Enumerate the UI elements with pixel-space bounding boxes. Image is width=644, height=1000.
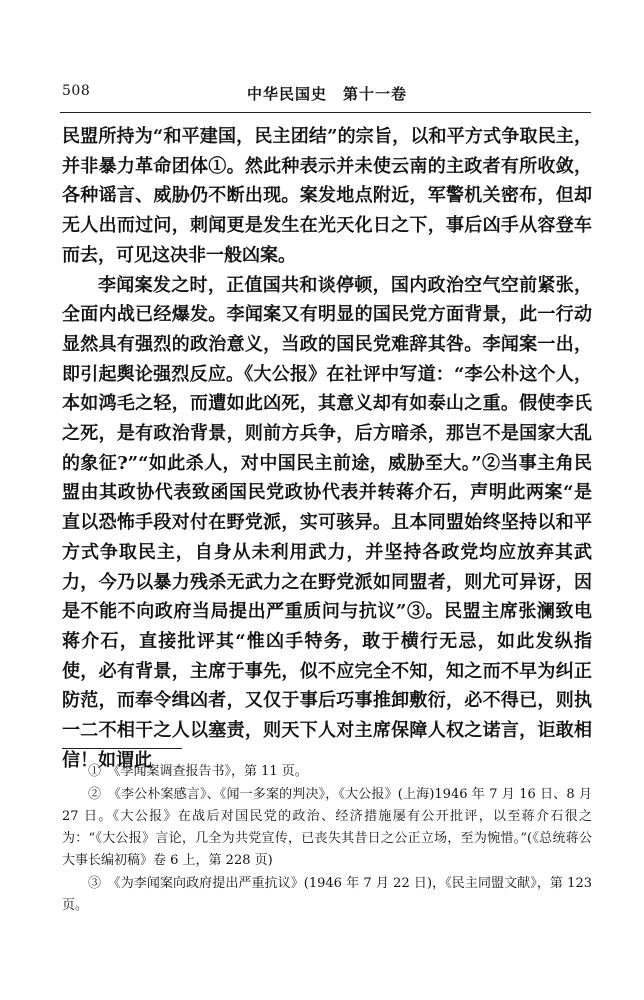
page-header [62, 83, 592, 105]
footnote: ② 《李公朴案感言》、《闻一多案的判决》，《大公报》(上海)1946 年 7 月 16 日、8 月 27 日。《大公报》在战后对国民党的政治、经济措施屡有公开批评，以至蒋介石很之为：“《大公报》言论，几全为共党宣传，已丧失其昔日之公正立场，至为惋惜。”(《总统蒋公大事长编初稿》卷 6 上，第 228 页) [62, 787, 592, 868]
body-paragraph: 李闻案发之时，正值国共和谈停顿，国内政治空气空前紧张，全面内战已经爆发。李闻案又有明显的国民党方面背景，此一行动显然具有强烈的政治意义，当政的国民党难辞其咎。李闻案一出，即引起舆论强烈反应。《大公报》在社评中写道：“李公朴这个人，本如鸿毛之轻，而遭如此凶死，其意义却有如泰山之重。假使李氏之死，是有政治背景，则前方兵争，后方暗杀，那岂不是国家大乱的象征?”“如此杀人，对中国民主前途，威胁至大。”②当事主角民盟由其政协代表致函国民党政协代表并转蒋介石，声明此两案“是直以恐怖手段对付在野党派，实可骇异。且本同盟始终坚持以和平方式争取民主，自身从未利用武力，并坚持各政党均应放弃其武力，今乃以暴力残杀无武力之在野党派如同盟者，则尤可异讶，因是不能不向政府当局提出严重质问与抗议”③。民盟主席张澜致电蒋介石，直接批评其“惟凶手特务，敢于横行无忌，如此发纵指使，必有背景，主席于事先，似不应完全不知，知之而不早为纠正防范，而奉令缉凶者，又仅于事后巧事推卸敷衍，必不得已，则执一二不相干之人以塞责，则天下人对主席保障人权之诺言，讵敢相信！如谓此 [62, 274, 592, 771]
header-rule [60, 112, 591, 113]
footnote: ③ 《为李闻案向政府提出严重抗议》(1946 年 7 月 22 日)，《民主同盟文献》，第 123 页。 [62, 876, 592, 913]
page-number: 508 [62, 83, 91, 99]
running-title: 中华民国史 第十一卷 [246, 85, 407, 103]
footnote-separator [62, 748, 182, 749]
footnotes [62, 761, 592, 918]
body-paragraph: 民盟所持为“和平建国，民主团结”的宗旨，以和平方式争取民主，并非暴力革命团体①。然此种表示并未使云南的主政者有所收敛，各种谣言、威胁仍不断出现。案发地点附近，军警机关密布，但却无人出而过问，刺闻更是发生在光天化日之下，事后凶手从容登车而去，可见这决非一般凶案。 [62, 126, 592, 266]
main-text [62, 122, 592, 775]
footnote: ① 《李闻案调查报告书》，第 11 页。 [88, 764, 308, 779]
